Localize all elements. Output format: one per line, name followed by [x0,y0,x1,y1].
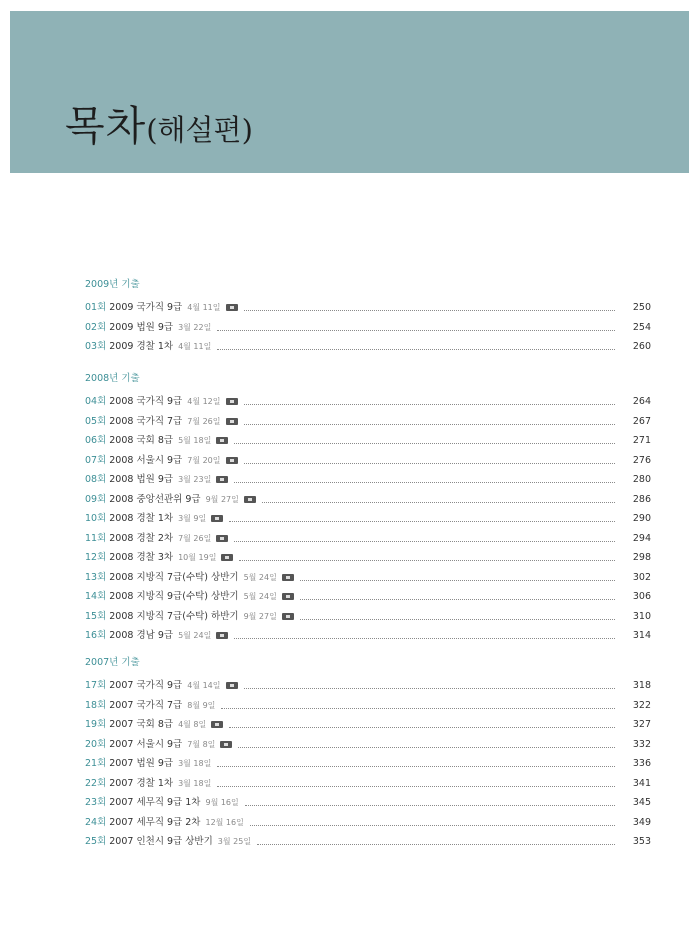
section-heading: 2009년 기출 [85,279,140,290]
section-heading: 2008년 기출 [85,373,140,384]
entry-page: 276 [632,454,651,466]
toc-entry[interactable] [85,735,651,755]
toc-entry[interactable] [85,774,651,794]
entry-title: 2008 국회 8급 [109,435,174,446]
entry-title: 2008 경남 9급 [109,630,174,641]
dot-leader [239,560,615,561]
entry-date: 5월 24일 [243,572,277,582]
exam-tag-icon [216,437,228,444]
entry-date: 5월 18일 [178,436,212,445]
section-heading: 2007년 기출 [85,657,140,668]
entry-title: 2008 법원 9급 [109,474,174,485]
entry-number: 24회 [85,816,107,828]
entry-title: 2007 국회 8급 [109,719,174,730]
toc-section-2008 [85,369,651,646]
entry-number: 08회 [85,474,107,485]
exam-tag-icon [282,613,294,620]
dot-leader [262,502,615,503]
entry-date: 5월 24일 [178,631,212,640]
entry-date: 4월 11일 [187,303,221,312]
entry-date: 3월 23일 [178,475,212,484]
entry-page: 314 [632,630,651,641]
toc-entry[interactable] [85,412,651,432]
entry-title: 2008 국가직 9급 [109,396,183,407]
entry-number: 06회 [85,435,107,446]
entry-page: 353 [632,836,651,847]
toc-entry[interactable] [85,298,651,318]
entry-page: 264 [632,396,651,407]
toc-entry[interactable] [85,607,651,627]
toc-entry[interactable] [85,470,651,490]
entry-number: 09회 [85,493,107,505]
toc-entry[interactable] [85,318,651,338]
entry-number: 02회 [85,321,107,333]
dot-leader [217,786,615,787]
entry-number: 03회 [85,341,107,352]
dot-leader [238,747,615,748]
entry-date: 3월 25일 [217,837,252,846]
entry-page: 310 [632,610,651,622]
entry-page: 322 [632,699,651,711]
entry-page: 332 [632,738,651,750]
entry-number: 22회 [85,777,107,789]
entry-date: 4월 14일 [187,681,221,690]
entry-number: 16회 [85,630,107,641]
entry-date: 3월 22일 [178,322,212,332]
toc-entry[interactable] [85,509,651,529]
exam-tag-icon [226,418,238,425]
entry-number: 17회 [85,680,107,691]
toc-entry[interactable] [85,676,651,696]
toc-entry[interactable] [85,451,651,471]
entry-date: 9월 16일 [205,798,239,807]
entry-title: 2009 경찰 1차 [109,341,174,352]
entry-date: 7월 20일 [187,455,221,465]
exam-tag-icon [282,593,294,600]
entry-title: 2008 중앙선관위 9급 [109,493,201,505]
dot-leader [244,688,615,689]
entry-number: 11회 [85,532,107,544]
dot-leader [229,727,615,728]
exam-tag-icon [226,457,238,464]
exam-tag-icon [216,535,228,542]
entry-date: 5월 24일 [243,592,277,601]
dot-leader [217,330,615,331]
toc-entry[interactable] [85,626,651,646]
entry-page: 250 [632,302,651,313]
title-main: 목차 [65,102,147,150]
entry-number: 07회 [85,454,107,466]
entry-number: 04회 [85,396,107,407]
toc-entry[interactable] [85,587,651,607]
dot-leader [221,708,615,709]
entry-title: 2007 법원 9급 [109,758,174,769]
toc-entry[interactable] [85,392,651,412]
entry-number: 05회 [85,415,107,427]
dot-leader [234,482,615,483]
dot-leader [244,463,615,464]
entry-number: 21회 [85,758,107,769]
entry-date: 4월 11일 [178,342,212,351]
entry-number: 23회 [85,797,107,808]
entry-page: 290 [632,513,651,524]
entry-date: 3월 18일 [178,778,212,788]
entry-date: 7월 26일 [187,416,221,426]
entry-title: 2008 경찰 2차 [109,532,174,544]
entry-date: 7월 8일 [187,739,216,749]
entry-title: 2008 경찰 1차 [109,513,174,524]
exam-tag-icon [211,515,223,522]
toc-section-2007 [85,653,651,852]
exam-tag-icon [216,476,228,483]
entry-number: 19회 [85,719,107,730]
entry-number: 12회 [85,552,107,563]
entry-title: 2008 지방직 7급(수탁) 상반기 [109,571,239,583]
dot-leader [250,825,615,826]
entry-title: 2007 인천시 9급 상반기 [109,836,213,847]
entry-page: 286 [632,493,651,505]
entry-page: 298 [632,552,651,563]
entry-date: 4월 8일 [178,720,207,729]
entry-title: 2008 서울시 9급 [109,454,183,466]
exam-tag-icon [211,721,223,728]
entry-title: 2007 국가직 9급 [109,680,183,691]
exam-tag-icon [244,496,256,503]
entry-date: 3월 9일 [178,514,207,523]
entry-title: 2009 국가직 9급 [109,302,183,313]
toc-section-2009 [85,275,651,357]
exam-tag-icon [226,304,238,311]
entry-title: 2007 세무직 9급 1차 [109,797,201,808]
entry-title: 2008 지방직 9급(수탁) 상반기 [109,591,239,602]
entry-page: 336 [632,758,651,769]
toc-entry[interactable] [85,548,651,568]
title-subtitle: (해설편) [146,113,253,147]
entry-date: 12월 16일 [205,817,244,827]
toc-entry[interactable] [85,431,651,451]
toc-entry[interactable] [85,568,651,588]
dot-leader [300,619,615,620]
dot-leader [234,638,615,639]
entry-title: 2008 경찰 3차 [109,552,174,563]
toc-entry[interactable] [85,832,651,852]
entry-page: 341 [632,777,651,789]
entry-number: 10회 [85,513,107,524]
toc-entry[interactable] [85,793,651,813]
entry-date: 4월 12일 [187,397,221,406]
toc-entry[interactable] [85,813,651,833]
entry-page: 345 [632,797,651,808]
entry-title: 2009 법원 9급 [109,321,174,333]
entry-title: 2008 지방직 7급(수탁) 하반기 [109,610,239,622]
entry-page: 271 [632,435,651,446]
toc-entry[interactable] [85,490,651,510]
toc-entry[interactable] [85,715,651,735]
exam-tag-icon [282,574,294,581]
exam-tag-icon [221,554,233,561]
entry-date: 3월 18일 [178,759,212,768]
entry-title: 2007 경찰 1차 [109,777,174,789]
entry-number: 25회 [85,836,107,847]
dot-leader [300,599,615,600]
entry-page: 294 [632,532,651,544]
exam-tag-icon [220,741,232,748]
entry-title: 2007 서울시 9급 [109,738,183,750]
dot-leader [257,844,615,845]
exam-tag-icon [226,682,238,689]
dot-leader [234,541,615,542]
dot-leader [244,404,615,405]
entry-page: 267 [632,415,651,427]
toc-entry[interactable] [85,696,651,716]
entry-date: 9월 27일 [243,611,277,621]
entry-number: 14회 [85,591,107,602]
toc-entry[interactable] [85,754,651,774]
entry-title: 2007 국가직 7급 [109,699,183,711]
entry-date: 10월 19일 [178,553,217,562]
toc-entry[interactable] [85,529,651,549]
entry-page: 280 [632,474,651,485]
entry-page: 302 [632,571,651,583]
entry-number: 15회 [85,610,107,622]
dot-leader [245,805,615,806]
entry-page: 306 [632,591,651,602]
dot-leader [234,443,615,444]
entry-title: 2008 국가직 7급 [109,415,183,427]
entry-number: 20회 [85,738,107,750]
entry-number: 18회 [85,699,107,711]
toc-entry[interactable] [85,337,651,357]
entry-number: 01회 [85,302,107,313]
entry-page: 349 [632,816,651,828]
dot-leader [244,310,615,311]
dot-leader [217,349,615,350]
entry-date: 7월 26일 [178,533,212,543]
entry-page: 254 [632,321,651,333]
exam-tag-icon [226,398,238,405]
entry-page: 260 [632,341,651,352]
entry-number: 13회 [85,571,107,583]
entry-date: 9월 27일 [205,494,239,504]
dot-leader [229,521,615,522]
page-title [65,102,253,154]
exam-tag-icon [216,632,228,639]
dot-leader [300,580,615,581]
entry-page: 327 [632,719,651,730]
entry-title: 2007 세무직 9급 2차 [109,816,201,828]
entry-date: 8월 9일 [187,700,216,710]
entry-page: 318 [632,680,651,691]
dot-leader [244,424,615,425]
dot-leader [217,766,615,767]
